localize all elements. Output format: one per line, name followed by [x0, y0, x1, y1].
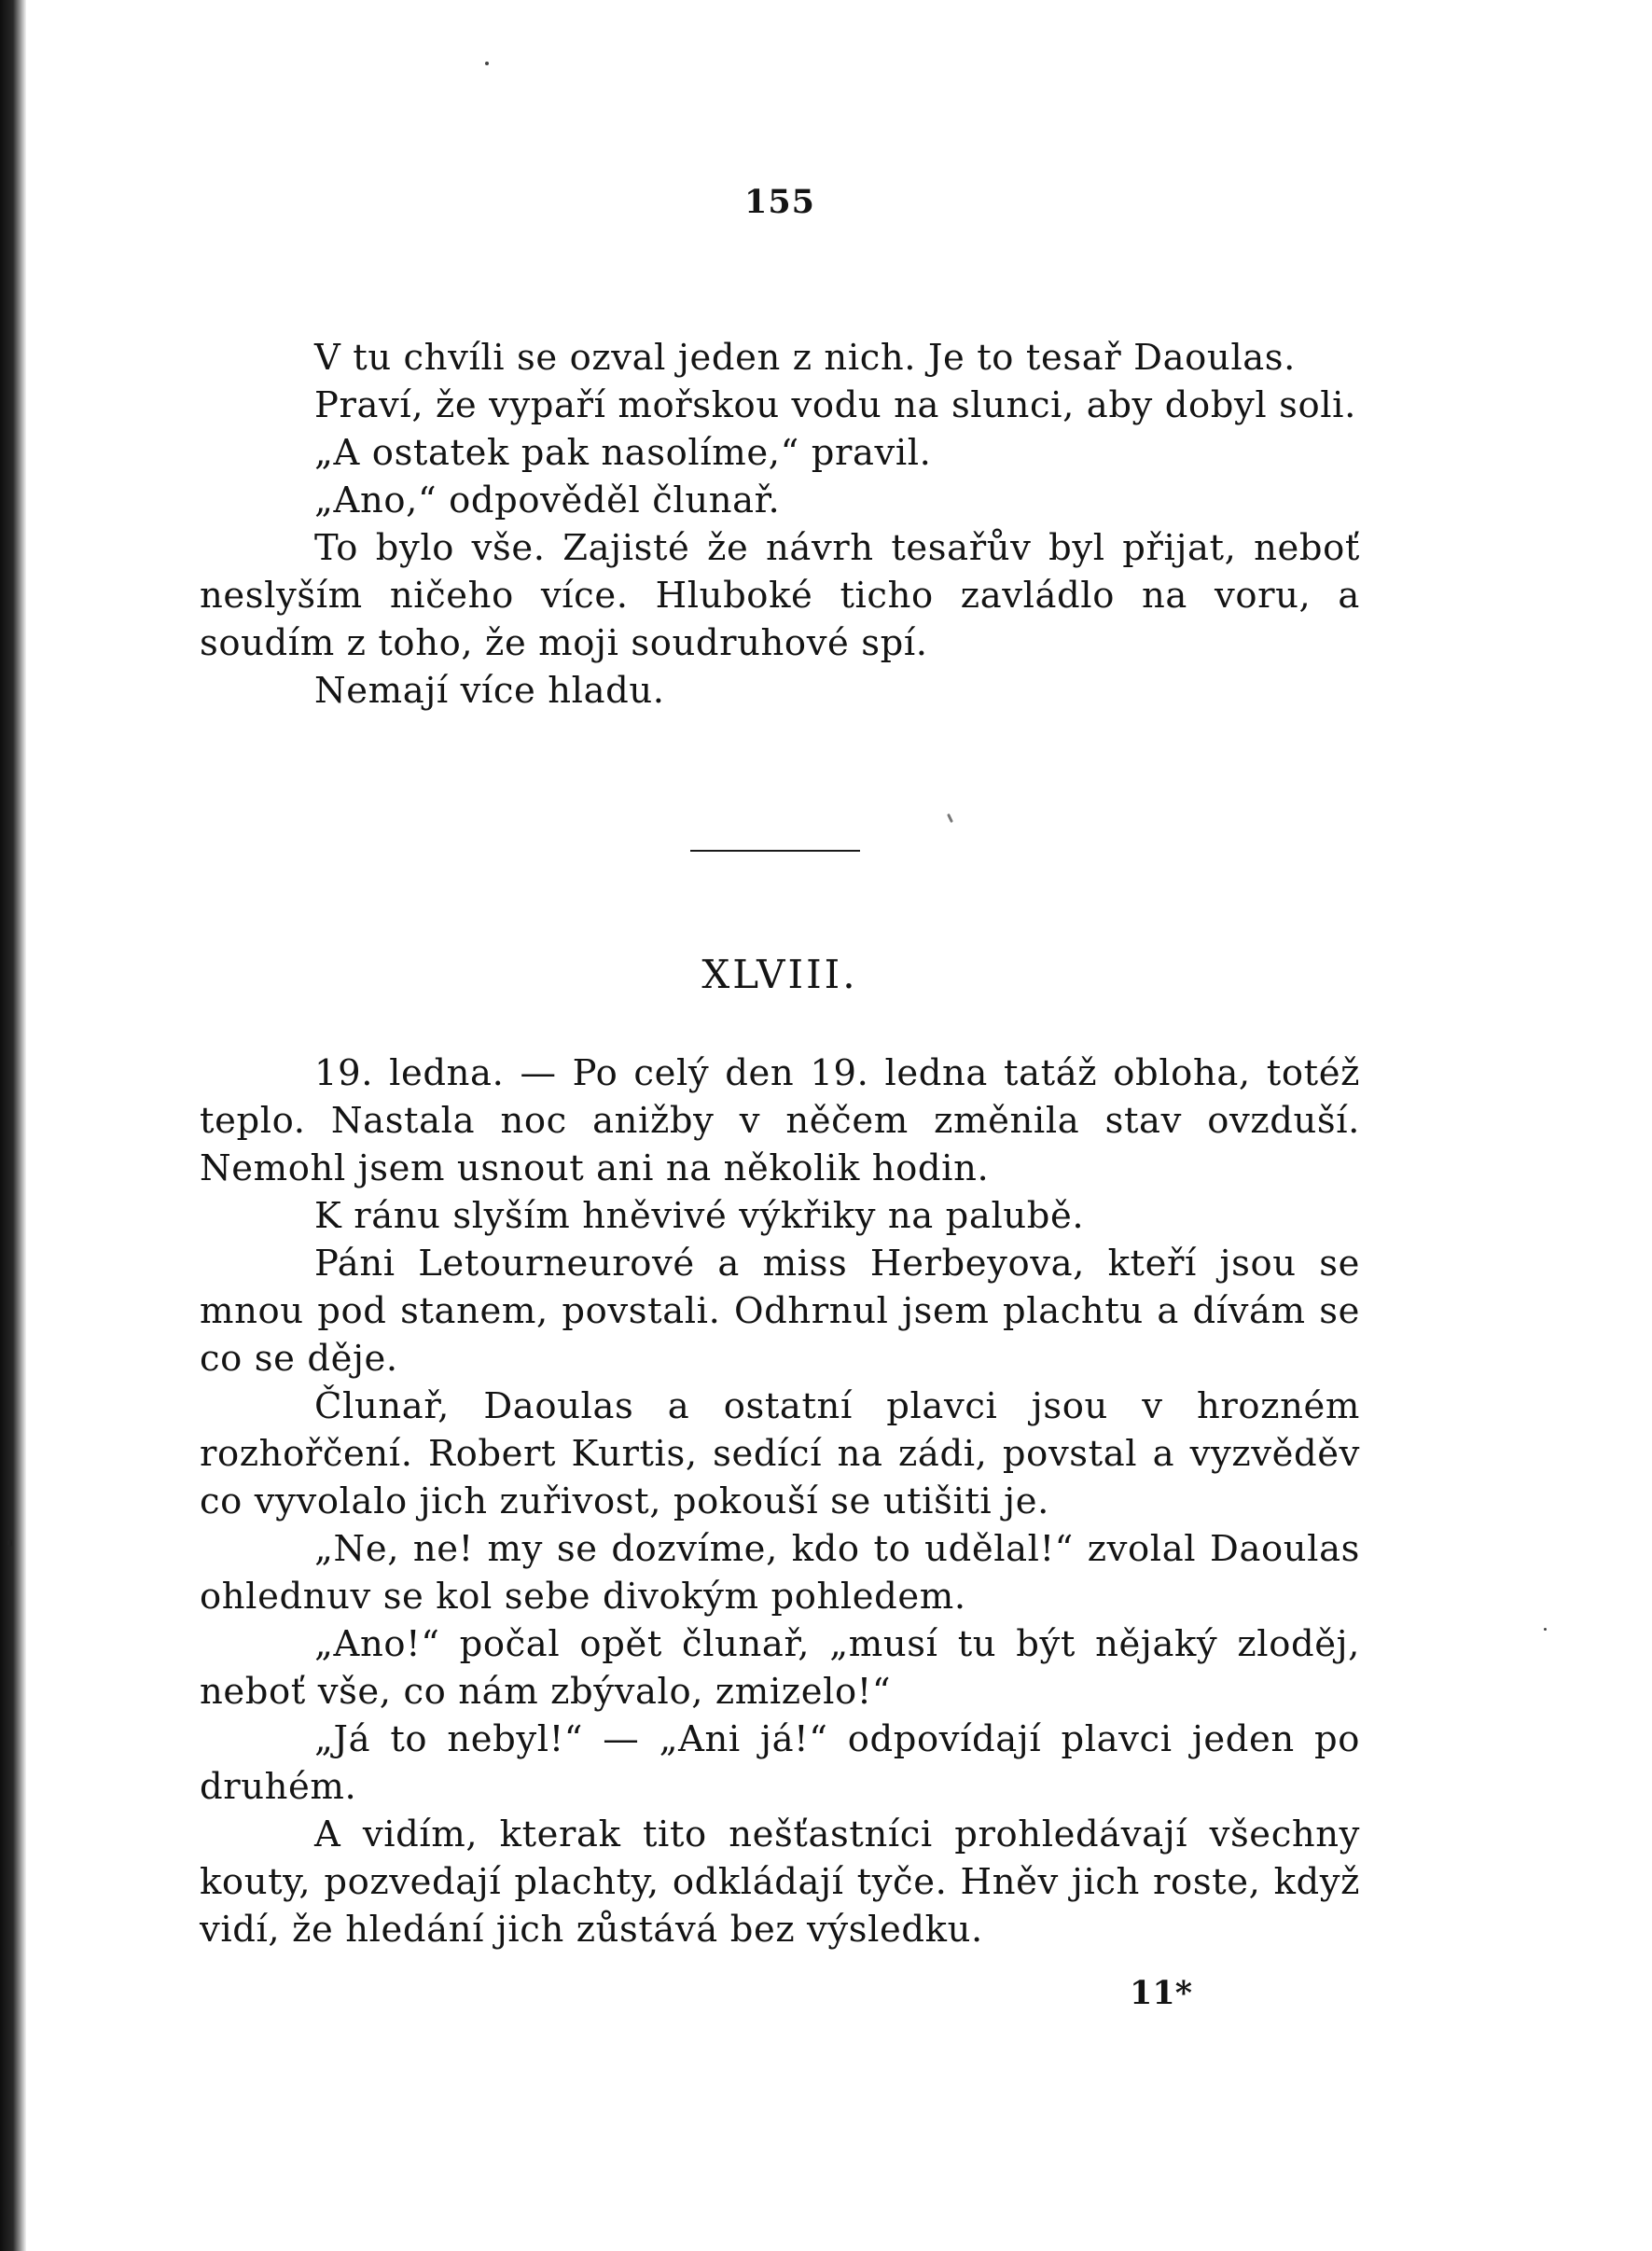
chapter-heading: XLVIII.	[701, 952, 858, 997]
text-block-before-chapter	[200, 334, 1360, 715]
paper-speck	[7, 1539, 12, 1547]
paragraph: V tu chvíli se ozval jeden z nich. Je to tesař Daoulas.	[314, 337, 1296, 379]
paragraph: To bylo vše. Zajisté že návrh tesařův byl přijat, neboť neslyším ničeho více. Hluboké ticho zavládlo na voru, a soudím z toho, že moji soudruhové spí.	[200, 527, 1360, 664]
book-page	[200, 0, 1360, 2251]
paragraph: Páni Letourneurové a miss Herbeyova, kteří jsou se mnou pod stanem, povstali. Odhrnul jsem plachtu a dívám se co se děje.	[200, 1243, 1360, 1380]
paragraph: Nemají více hladu.	[314, 670, 665, 712]
paragraph: „Já to nebyl!“ — „Ani já!“ odpovídají plavci jeden po druhém.	[200, 1718, 1360, 1808]
paragraph: „Ano,“ odpověděl člunař.	[314, 479, 781, 521]
paragraph: Praví, že vypaří mořskou vodu na slunci, aby dobyl soli.	[314, 384, 1356, 426]
scan-binding-edge	[0, 0, 26, 2251]
printer-signature-mark: 11*	[1129, 1974, 1192, 2012]
paper-speck	[1544, 1628, 1547, 1631]
paragraph: 19. ledna. — Po celý den 19. ledna tatáž obloha, totéž teplo. Nastala noc anižby v něčem změnila stav ovzduší. Nemohl jsem usnout ani na několik hodin.	[200, 1052, 1360, 1189]
section-divider	[690, 850, 860, 852]
paragraph: „Ano!“ počal opět člunař, „musí tu být nějaký zloděj, neboť vše, co nám zbývalo, zmizelo!“	[200, 1623, 1360, 1713]
paragraph: Člunař, Daoulas a ostatní plavci jsou v hrozném rozhořčení. Robert Kurtis, sedící na zádi, povstal a vyzvěděv co vyvolalo jich zuřivost, pokouší se utišiti je.	[200, 1385, 1360, 1522]
paragraph: A vidím, kterak tito nešťastníci prohledávají všechny kouty, pozvedají plachty, odkládají tyče. Hněv jich roste, když vidí, že hledání jich zůstává bez výsledku.	[200, 1813, 1360, 1951]
paragraph: „A ostatek pak nasolíme,“ pravil.	[314, 432, 932, 474]
page-number: 155	[743, 183, 816, 221]
chapter-text-block	[200, 1049, 1360, 1953]
paragraph: „Ne, ne! my se dozvíme, kdo to udělal!“ zvolal Daoulas ohlednuv se kol sebe divokým pohledem.	[200, 1528, 1360, 1618]
paragraph: K ránu slyším hněvivé výkřiky na palubě.	[314, 1195, 1085, 1237]
